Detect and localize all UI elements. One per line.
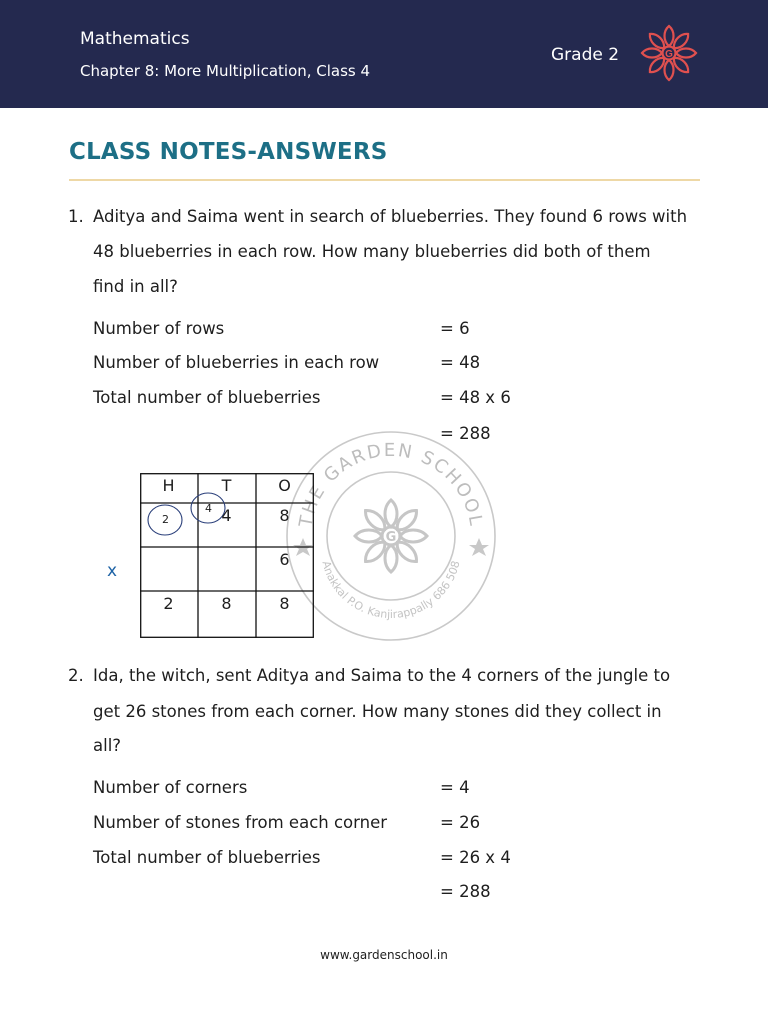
q2-label-corners: Number of corners: [93, 778, 248, 797]
grid-header-hundreds: H: [162, 476, 175, 495]
grid-result-hundreds: 2: [163, 594, 174, 613]
place-value-grid: [140, 473, 314, 638]
q1-value-per-row: = 48: [440, 353, 481, 372]
grid-result-tens: 8: [221, 594, 232, 613]
question-1-line-1: Aditya and Saima went in search of blueberries. They found 6 rows with: [93, 207, 688, 226]
subject-title: Mathematics: [80, 29, 190, 49]
stamp-top-text: THE GARDEN SCHOOL: [295, 439, 487, 529]
grid-multiplicand-ones: 8: [279, 506, 290, 525]
question-2-line-3: all?: [93, 736, 122, 755]
grid-result-ones: 8: [279, 594, 290, 613]
q1-value-rows: = 6: [440, 319, 470, 338]
question-1-line-2: 48 blueberries in each row. How many blueberries did both of them: [93, 242, 651, 261]
grid-multiplicand-tens: 4: [221, 506, 232, 525]
grade-label: Grade 2: [551, 45, 620, 65]
carry-tens: 4: [205, 502, 212, 515]
q1-label-rows: Number of rows: [93, 319, 225, 338]
grid-header-tens: T: [221, 476, 232, 495]
q2-value-per-corner: = 26: [440, 813, 481, 832]
chapter-title: Chapter 8: More Multiplication, Class 4: [80, 62, 371, 80]
q1-value-total-expression: = 48 x 6: [440, 388, 511, 407]
question-2-line-1: Ida, the witch, sent Aditya and Saima to the 4 corners of the jungle to: [93, 666, 671, 685]
q1-label-total: Total number of blueberries: [93, 388, 321, 407]
q2-label-per-corner: Number of stones from each corner: [93, 813, 388, 832]
multiplication-sign: x: [107, 561, 118, 581]
q2-value-corners: = 4: [440, 778, 470, 797]
grid-multiplier-ones: 6: [279, 550, 290, 569]
q2-value-total-result: = 288: [440, 882, 491, 901]
stamp-bottom-text: Anakkal P.O. Kanjirappally 686 508: [319, 559, 463, 622]
svg-text:THE GARDEN SCHOOL: [295, 440, 486, 530]
question-2-number: 2.: [68, 666, 84, 685]
q2-value-total-expression: = 26 x 4: [440, 848, 511, 867]
q1-value-total-result: = 288: [440, 424, 491, 443]
grid-header-ones: O: [278, 476, 291, 495]
question-1-number: 1.: [68, 207, 84, 226]
carry-hundreds: 2: [162, 513, 169, 526]
title-divider: [69, 179, 700, 181]
logo-letter: G: [665, 49, 673, 60]
question-2-line-2: get 26 stones from each corner. How many stones did they collect in: [93, 702, 662, 721]
footer-website-link[interactable]: www.gardenschool.in: [320, 948, 448, 962]
stamp-center-letter: G: [385, 530, 397, 545]
page-title: CLASS NOTES-ANSWERS: [69, 139, 388, 165]
school-stamp-watermark: [283, 428, 499, 644]
q1-label-per-row: Number of blueberries in each row: [93, 353, 380, 372]
question-1-line-3: find in all?: [93, 277, 178, 296]
svg-text:Anakkal P.O. Kanjirappally 686: [319, 559, 462, 621]
header-band: [0, 0, 768, 108]
q2-label-total: Total number of blueberries: [93, 848, 321, 867]
school-logo-icon: [637, 23, 701, 83]
